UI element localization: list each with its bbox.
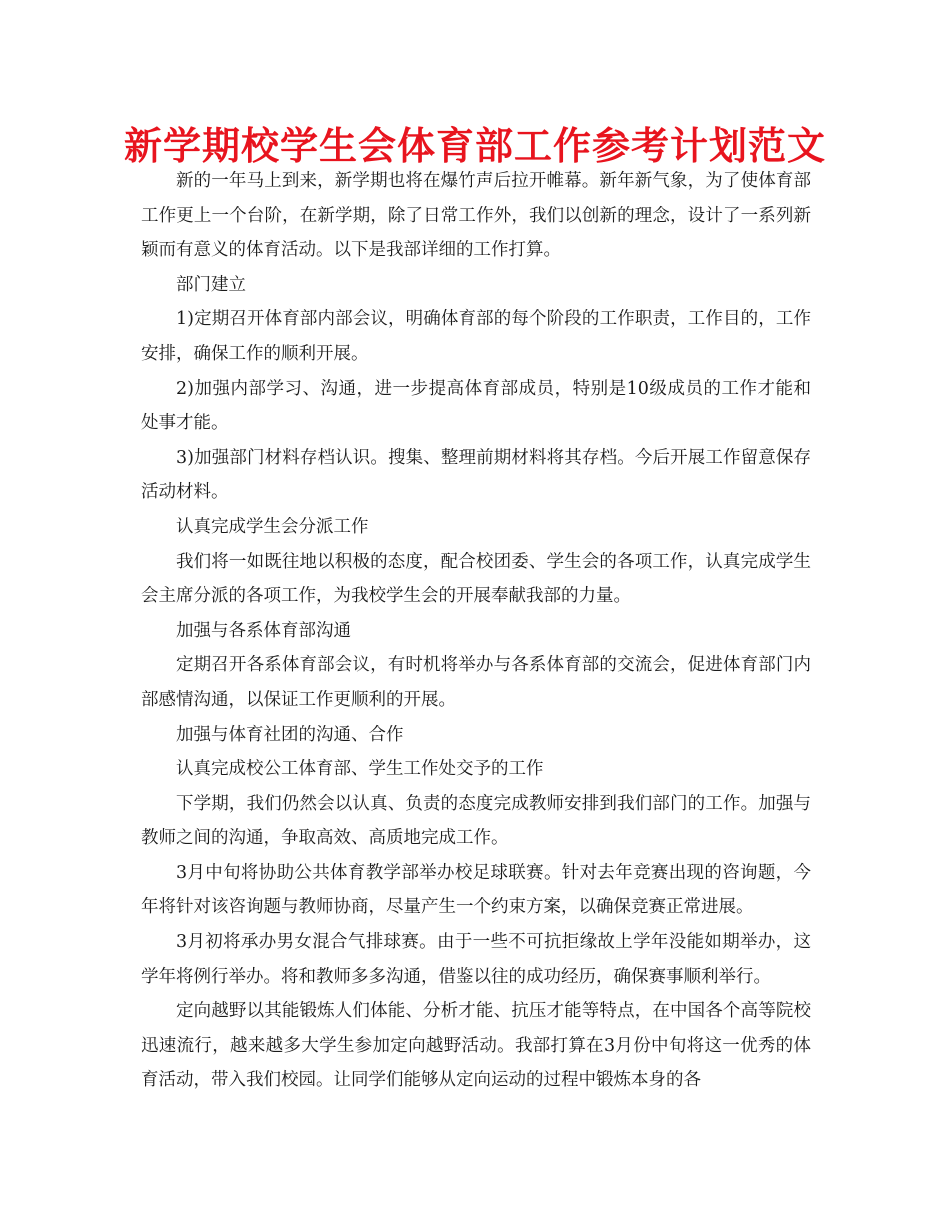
document-body	[141, 164, 811, 1098]
paragraph-orienteering: 定向越野以其能锻炼人们体能、分析才能、抗压才能等特点，在中国各个高等院校迅速流行，越来越多大学生参加定向越野活动。我部打算在3月份中旬将这一优秀的体育活动，带入我们校园。让同学们能够从定向运动的过程中锻炼本身的各	[141, 1001, 811, 1091]
document-title: 新学期校学生会体育部工作参考计划范文	[123, 124, 826, 168]
section-heading-department: 部门建立	[176, 274, 246, 295]
section-heading-departments: 加强与各系体育部沟通	[176, 620, 351, 641]
paragraph-volleyball: 3月初将承办男女混合气排球赛。由于一些不可抗拒缘故上学年没能如期举办，这学年将例行举办。将和教师多多沟通，借鉴以往的成功经历，确保赛事顺利举行。	[141, 932, 811, 987]
intro-paragraph: 新的一年马上到来，新学期也将在爆竹声后拉开帷幕。新年新气象，为了使体育部工作更上一个台阶，在新学期，除了日常工作外，我们以创新的理念，设计了一系列新颖而有意义的体育活动。以下是我部详细的工作打算。	[141, 171, 811, 261]
list-item-2: 2)加强内部学习、沟通，进一步提高体育部成员，特别是10级成员的工作才能和处事才能。	[141, 378, 811, 434]
paragraph-football: 3月中旬将协助公共体育教学部举办校足球联赛。针对去年竞赛出现的咨询题，今年将针对该咨询题与教师协商，尽量产生一个约束方案，以确保竞赛正常进展。	[141, 862, 811, 918]
paragraph-departments: 定期召开各系体育部会议，有时机将举办与各系体育部的交流会，促进体育部门内部感情沟通，以保证工作更顺利的开展。	[141, 655, 811, 710]
list-item-1: 1)定期召开体育部内部会议，明确体育部的每个阶段的工作职责，工作目的，工作安排，确保工作的顺利开展。	[141, 309, 811, 364]
section-heading-student-union: 认真完成学生会分派工作	[176, 516, 369, 537]
section-heading-assigned-work: 认真完成校公工体育部、学生工作处交予的工作	[176, 759, 544, 780]
section-heading-clubs: 加强与体育社团的沟通、合作	[176, 724, 404, 745]
paragraph-student-union: 我们将一如既往地以积极的态度，配合校团委、学生会的各项工作，认真完成学生会主席分派的各项工作，为我校学生会的开展奉献我部的力量。	[141, 551, 811, 607]
paragraph-teachers: 下学期，我们仍然会以认真、负责的态度完成教师安排到我们部门的工作。加强与教师之间的沟通，争取高效、高质地完成工作。	[141, 793, 811, 849]
list-item-3: 3)加强部门材料存档认识。搜集、整理前期材料将其存档。今后开展工作留意保存活动材料。	[141, 447, 811, 503]
